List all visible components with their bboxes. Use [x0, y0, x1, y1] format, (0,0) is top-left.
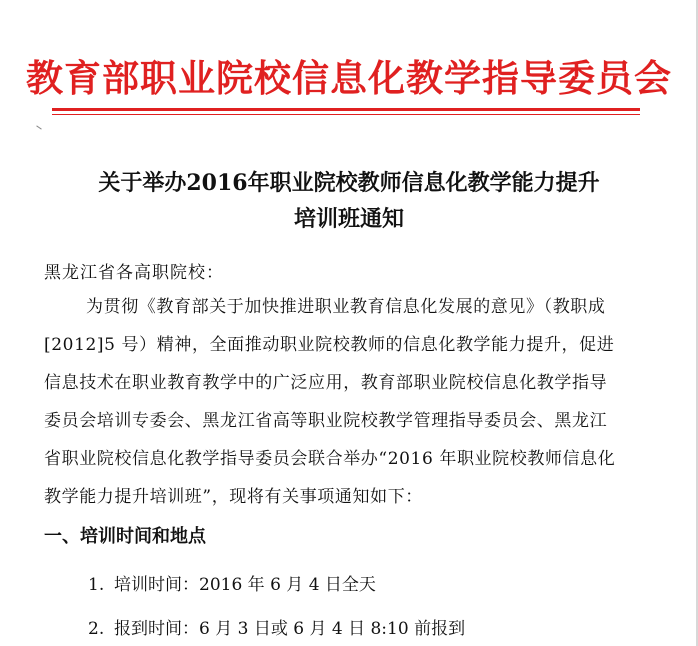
letterhead-rule-thick [52, 108, 640, 111]
body-paragraph-line: 为贯彻《教育部关于加快推进职业教育信息化发展的意见》（教职成 [86, 297, 606, 317]
letterhead-rule-thin [52, 114, 640, 115]
body-paragraph-line: [2012]5 号）精神，全面推动职业院校教师的信息化教学能力提升，促进 [44, 335, 615, 355]
body-paragraph-line: 信息技术在职业教育教学中的广泛应用，教育部职业院校信息化教学指导 [44, 373, 608, 393]
notice-title-line-1: 关于举办2016年职业院校教师信息化教学能力提升 [98, 170, 600, 196]
list-item-text: 报到时间：6 月 3 日或 6 月 4 日 8:10 前报到 [114, 619, 466, 639]
body-paragraph-line: 教学能力提升培训班”，现将有关事项通知如下： [44, 487, 423, 507]
notice-title-line-2: 培训班通知 [293, 206, 404, 232]
list-item-training-time [88, 570, 376, 595]
body-paragraph-line: 省职业院校信息化教学指导委员会联合举办“2016 年职业院校教师信息化 [44, 449, 616, 469]
letterhead-org-name: 教育部职业院校信息化教学指导委员会 [26, 56, 672, 100]
addressee: 黑龙江省各高职院校： [44, 263, 224, 283]
list-item-checkin-time [88, 614, 465, 639]
list-item-number: 1. [88, 575, 105, 595]
body-paragraph-line: 委员会培训专委会、黑龙江省高等职业院校教学管理指导委员会、黑龙江 [44, 411, 608, 431]
list-item-number: 2. [88, 619, 105, 639]
list-item-text: 培训时间：2016 年 6 月 4 日全天 [114, 575, 376, 595]
section-heading-time-place: 一、培训时间和地点 [44, 526, 206, 547]
scan-mark [36, 125, 41, 129]
